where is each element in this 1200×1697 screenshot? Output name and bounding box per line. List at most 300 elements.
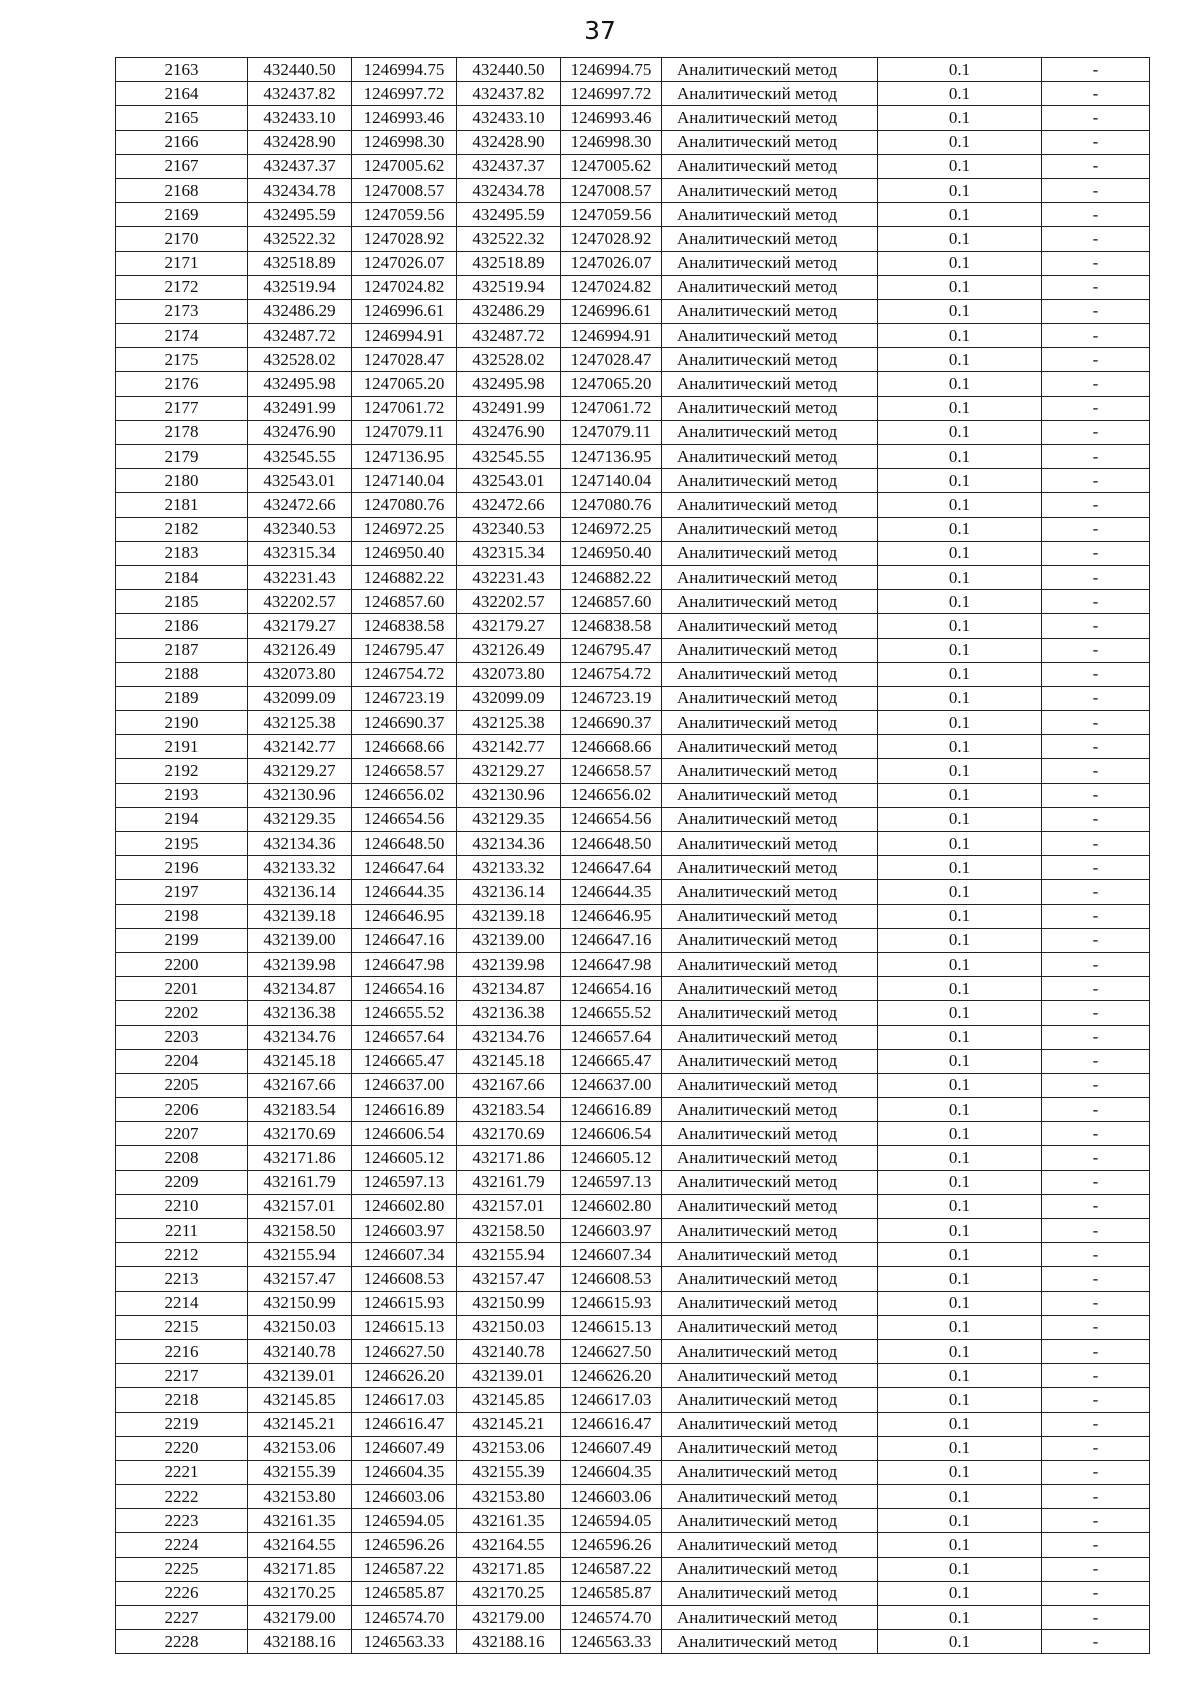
x-coordinate-cell: 432437.82 — [457, 82, 561, 106]
x-coordinate-cell: 432161.35 — [457, 1509, 561, 1533]
point-number-cell: 2205 — [116, 1073, 248, 1097]
accuracy-cell: 0.1 — [878, 1315, 1042, 1339]
x-coordinate-cell: 432073.80 — [457, 662, 561, 686]
table-row — [116, 904, 1150, 928]
x-coordinate-cell: 432476.90 — [248, 420, 352, 444]
x-coordinate-cell: 432170.25 — [457, 1581, 561, 1605]
x-coordinate-cell: 432134.76 — [457, 1025, 561, 1049]
y-coordinate-cell: 1246857.60 — [561, 590, 662, 614]
x-coordinate-cell: 432440.50 — [457, 58, 561, 82]
y-coordinate-cell: 1246882.22 — [352, 565, 457, 589]
x-coordinate-cell: 432145.18 — [248, 1049, 352, 1073]
point-number-cell: 2223 — [116, 1509, 248, 1533]
point-number-cell: 2178 — [116, 420, 248, 444]
table-row — [116, 227, 1150, 251]
method-cell: Аналитический метод — [662, 1219, 878, 1243]
x-coordinate-cell: 432433.10 — [457, 106, 561, 130]
method-cell: Аналитический метод — [662, 1194, 878, 1218]
point-number-cell: 2171 — [116, 251, 248, 275]
y-coordinate-cell: 1246668.66 — [352, 735, 457, 759]
method-cell: Аналитический метод — [662, 227, 878, 251]
table-row — [116, 1509, 1150, 1533]
y-coordinate-cell: 1246647.16 — [561, 928, 662, 952]
point-number-cell: 2220 — [116, 1436, 248, 1460]
x-coordinate-cell: 432164.55 — [457, 1533, 561, 1557]
y-coordinate-cell: 1246585.87 — [561, 1581, 662, 1605]
accuracy-cell: 0.1 — [878, 952, 1042, 976]
y-coordinate-cell: 1246950.40 — [561, 541, 662, 565]
x-coordinate-cell: 432183.54 — [248, 1098, 352, 1122]
method-cell: Аналитический метод — [662, 1243, 878, 1267]
note-cell: - — [1042, 1001, 1150, 1025]
x-coordinate-cell: 432528.02 — [248, 348, 352, 372]
accuracy-cell: 0.1 — [878, 1170, 1042, 1194]
x-coordinate-cell: 432179.27 — [248, 614, 352, 638]
x-coordinate-cell: 432139.01 — [248, 1364, 352, 1388]
table-row — [116, 1436, 1150, 1460]
x-coordinate-cell: 432486.29 — [248, 299, 352, 323]
y-coordinate-cell: 1246994.75 — [352, 58, 457, 82]
x-coordinate-cell: 432158.50 — [248, 1219, 352, 1243]
accuracy-cell: 0.1 — [878, 1001, 1042, 1025]
y-coordinate-cell: 1247059.56 — [561, 203, 662, 227]
y-coordinate-cell: 1246657.64 — [352, 1025, 457, 1049]
y-coordinate-cell: 1247005.62 — [352, 154, 457, 178]
accuracy-cell: 0.1 — [878, 1436, 1042, 1460]
table-row — [116, 1146, 1150, 1170]
note-cell: - — [1042, 251, 1150, 275]
y-coordinate-cell: 1246998.30 — [352, 130, 457, 154]
x-coordinate-cell: 432340.53 — [248, 517, 352, 541]
x-coordinate-cell: 432139.98 — [457, 952, 561, 976]
x-coordinate-cell: 432545.55 — [457, 445, 561, 469]
accuracy-cell: 0.1 — [878, 1485, 1042, 1509]
method-cell: Аналитический метод — [662, 372, 878, 396]
y-coordinate-cell: 1246607.49 — [352, 1436, 457, 1460]
note-cell: - — [1042, 638, 1150, 662]
y-coordinate-cell: 1246602.80 — [561, 1194, 662, 1218]
note-cell: - — [1042, 82, 1150, 106]
table-row — [116, 58, 1150, 82]
table-row — [116, 1291, 1150, 1315]
y-coordinate-cell: 1246637.00 — [352, 1073, 457, 1097]
coordinates-table — [115, 57, 1150, 1654]
method-cell: Аналитический метод — [662, 203, 878, 227]
accuracy-cell: 0.1 — [878, 904, 1042, 928]
method-cell: Аналитический метод — [662, 1557, 878, 1581]
note-cell: - — [1042, 517, 1150, 541]
note-cell: - — [1042, 541, 1150, 565]
table-row — [116, 614, 1150, 638]
y-coordinate-cell: 1246626.20 — [561, 1364, 662, 1388]
accuracy-cell: 0.1 — [878, 1364, 1042, 1388]
accuracy-cell: 0.1 — [878, 82, 1042, 106]
accuracy-cell: 0.1 — [878, 251, 1042, 275]
table-row — [116, 178, 1150, 202]
y-coordinate-cell: 1246587.22 — [561, 1557, 662, 1581]
point-number-cell: 2202 — [116, 1001, 248, 1025]
note-cell: - — [1042, 1436, 1150, 1460]
table-row — [116, 1001, 1150, 1025]
x-coordinate-cell: 432145.85 — [457, 1388, 561, 1412]
note-cell: - — [1042, 324, 1150, 348]
accuracy-cell: 0.1 — [878, 1533, 1042, 1557]
method-cell: Аналитический метод — [662, 832, 878, 856]
accuracy-cell: 0.1 — [878, 1219, 1042, 1243]
x-coordinate-cell: 432161.79 — [248, 1170, 352, 1194]
y-coordinate-cell: 1247024.82 — [561, 275, 662, 299]
x-coordinate-cell: 432495.59 — [457, 203, 561, 227]
y-coordinate-cell: 1247140.04 — [352, 469, 457, 493]
table-row — [116, 1606, 1150, 1630]
method-cell: Аналитический метод — [662, 1267, 878, 1291]
y-coordinate-cell: 1246655.52 — [352, 1001, 457, 1025]
accuracy-cell: 0.1 — [878, 565, 1042, 589]
method-cell: Аналитический метод — [662, 178, 878, 202]
accuracy-cell: 0.1 — [878, 928, 1042, 952]
y-coordinate-cell: 1247026.07 — [561, 251, 662, 275]
point-number-cell: 2184 — [116, 565, 248, 589]
table-row — [116, 493, 1150, 517]
method-cell: Аналитический метод — [662, 541, 878, 565]
x-coordinate-cell: 432315.34 — [457, 541, 561, 565]
note-cell: - — [1042, 1557, 1150, 1581]
y-coordinate-cell: 1246602.80 — [352, 1194, 457, 1218]
table-row — [116, 1364, 1150, 1388]
point-number-cell: 2186 — [116, 614, 248, 638]
method-cell: Аналитический метод — [662, 1364, 878, 1388]
point-number-cell: 2174 — [116, 324, 248, 348]
y-coordinate-cell: 1246656.02 — [352, 783, 457, 807]
x-coordinate-cell: 432202.57 — [248, 590, 352, 614]
method-cell: Аналитический метод — [662, 299, 878, 323]
y-coordinate-cell: 1246585.87 — [352, 1581, 457, 1605]
y-coordinate-cell: 1246690.37 — [352, 711, 457, 735]
accuracy-cell: 0.1 — [878, 759, 1042, 783]
x-coordinate-cell: 432150.03 — [248, 1315, 352, 1339]
method-cell: Аналитический метод — [662, 1606, 878, 1630]
point-number-cell: 2218 — [116, 1388, 248, 1412]
table-row — [116, 832, 1150, 856]
note-cell: - — [1042, 420, 1150, 444]
method-cell: Аналитический метод — [662, 590, 878, 614]
point-number-cell: 2200 — [116, 952, 248, 976]
x-coordinate-cell: 432164.55 — [248, 1533, 352, 1557]
accuracy-cell: 0.1 — [878, 783, 1042, 807]
accuracy-cell: 0.1 — [878, 1267, 1042, 1291]
table-row — [116, 590, 1150, 614]
note-cell: - — [1042, 928, 1150, 952]
note-cell: - — [1042, 1485, 1150, 1509]
accuracy-cell: 0.1 — [878, 493, 1042, 517]
note-cell: - — [1042, 856, 1150, 880]
method-cell: Аналитический метод — [662, 1025, 878, 1049]
y-coordinate-cell: 1246723.19 — [352, 686, 457, 710]
x-coordinate-cell: 432139.00 — [248, 928, 352, 952]
x-coordinate-cell: 432519.94 — [248, 275, 352, 299]
y-coordinate-cell: 1246647.98 — [352, 952, 457, 976]
x-coordinate-cell: 432145.21 — [457, 1412, 561, 1436]
note-cell: - — [1042, 735, 1150, 759]
y-coordinate-cell: 1246795.47 — [352, 638, 457, 662]
x-coordinate-cell: 432136.14 — [457, 880, 561, 904]
y-coordinate-cell: 1247080.76 — [352, 493, 457, 517]
note-cell: - — [1042, 1339, 1150, 1363]
accuracy-cell: 0.1 — [878, 1557, 1042, 1581]
y-coordinate-cell: 1246647.16 — [352, 928, 457, 952]
point-number-cell: 2181 — [116, 493, 248, 517]
y-coordinate-cell: 1246616.89 — [561, 1098, 662, 1122]
y-coordinate-cell: 1246972.25 — [352, 517, 457, 541]
accuracy-cell: 0.1 — [878, 396, 1042, 420]
note-cell: - — [1042, 880, 1150, 904]
method-cell: Аналитический метод — [662, 106, 878, 130]
y-coordinate-cell: 1246950.40 — [352, 541, 457, 565]
y-coordinate-cell: 1247136.95 — [561, 445, 662, 469]
accuracy-cell: 0.1 — [878, 1630, 1042, 1654]
y-coordinate-cell: 1247005.62 — [561, 154, 662, 178]
method-cell: Аналитический метод — [662, 1630, 878, 1654]
table-row — [116, 807, 1150, 831]
y-coordinate-cell: 1246616.89 — [352, 1098, 457, 1122]
y-coordinate-cell: 1246616.47 — [352, 1412, 457, 1436]
accuracy-cell: 0.1 — [878, 1049, 1042, 1073]
x-coordinate-cell: 432099.09 — [457, 686, 561, 710]
x-coordinate-cell: 432472.66 — [457, 493, 561, 517]
accuracy-cell: 0.1 — [878, 638, 1042, 662]
x-coordinate-cell: 432158.50 — [457, 1219, 561, 1243]
y-coordinate-cell: 1246563.33 — [561, 1630, 662, 1654]
x-coordinate-cell: 432129.27 — [248, 759, 352, 783]
method-cell: Аналитический метод — [662, 130, 878, 154]
note-cell: - — [1042, 783, 1150, 807]
method-cell: Аналитический метод — [662, 977, 878, 1001]
method-cell: Аналитический метод — [662, 856, 878, 880]
table-row — [116, 1412, 1150, 1436]
x-coordinate-cell: 432170.69 — [248, 1122, 352, 1146]
table-row — [116, 106, 1150, 130]
method-cell: Аналитический метод — [662, 662, 878, 686]
point-number-cell: 2210 — [116, 1194, 248, 1218]
point-number-cell: 2217 — [116, 1364, 248, 1388]
y-coordinate-cell: 1246608.53 — [352, 1267, 457, 1291]
point-number-cell: 2188 — [116, 662, 248, 686]
x-coordinate-cell: 432161.79 — [457, 1170, 561, 1194]
note-cell: - — [1042, 807, 1150, 831]
accuracy-cell: 0.1 — [878, 1412, 1042, 1436]
note-cell: - — [1042, 396, 1150, 420]
y-coordinate-cell: 1246605.12 — [561, 1146, 662, 1170]
x-coordinate-cell: 432153.06 — [457, 1436, 561, 1460]
y-coordinate-cell: 1247059.56 — [352, 203, 457, 227]
y-coordinate-cell: 1246668.66 — [561, 735, 662, 759]
table-row — [116, 1267, 1150, 1291]
y-coordinate-cell: 1246603.97 — [352, 1219, 457, 1243]
accuracy-cell: 0.1 — [878, 517, 1042, 541]
point-number-cell: 2190 — [116, 711, 248, 735]
method-cell: Аналитический метод — [662, 711, 878, 735]
table-row — [116, 1315, 1150, 1339]
x-coordinate-cell: 432136.38 — [457, 1001, 561, 1025]
y-coordinate-cell: 1246603.06 — [352, 1485, 457, 1509]
method-cell: Аналитический метод — [662, 1460, 878, 1484]
y-coordinate-cell: 1247140.04 — [561, 469, 662, 493]
y-coordinate-cell: 1246603.97 — [561, 1219, 662, 1243]
y-coordinate-cell: 1246627.50 — [561, 1339, 662, 1363]
point-number-cell: 2180 — [116, 469, 248, 493]
x-coordinate-cell: 432161.35 — [248, 1509, 352, 1533]
y-coordinate-cell: 1246637.00 — [561, 1073, 662, 1097]
table-row — [116, 1170, 1150, 1194]
y-coordinate-cell: 1246647.64 — [352, 856, 457, 880]
y-coordinate-cell: 1246665.47 — [561, 1049, 662, 1073]
x-coordinate-cell: 432543.01 — [457, 469, 561, 493]
accuracy-cell: 0.1 — [878, 1460, 1042, 1484]
x-coordinate-cell: 432153.80 — [248, 1485, 352, 1509]
note-cell: - — [1042, 299, 1150, 323]
accuracy-cell: 0.1 — [878, 662, 1042, 686]
table-row — [116, 1025, 1150, 1049]
note-cell: - — [1042, 178, 1150, 202]
x-coordinate-cell: 432157.01 — [248, 1194, 352, 1218]
table-row — [116, 952, 1150, 976]
accuracy-cell: 0.1 — [878, 735, 1042, 759]
point-number-cell: 2219 — [116, 1412, 248, 1436]
note-cell: - — [1042, 1509, 1150, 1533]
note-cell: - — [1042, 445, 1150, 469]
y-coordinate-cell: 1247008.57 — [561, 178, 662, 202]
x-coordinate-cell: 432315.34 — [248, 541, 352, 565]
y-coordinate-cell: 1246656.02 — [561, 783, 662, 807]
method-cell: Аналитический метод — [662, 1339, 878, 1363]
point-number-cell: 2179 — [116, 445, 248, 469]
method-cell: Аналитический метод — [662, 1098, 878, 1122]
x-coordinate-cell: 432495.98 — [248, 372, 352, 396]
y-coordinate-cell: 1246596.26 — [352, 1533, 457, 1557]
x-coordinate-cell: 432099.09 — [248, 686, 352, 710]
point-number-cell: 2213 — [116, 1267, 248, 1291]
table-row — [116, 711, 1150, 735]
y-coordinate-cell: 1246993.46 — [352, 106, 457, 130]
accuracy-cell: 0.1 — [878, 1581, 1042, 1605]
x-coordinate-cell: 432136.14 — [248, 880, 352, 904]
x-coordinate-cell: 432145.18 — [457, 1049, 561, 1073]
table-row — [116, 735, 1150, 759]
method-cell: Аналитический метод — [662, 1170, 878, 1194]
x-coordinate-cell: 432130.96 — [248, 783, 352, 807]
y-coordinate-cell: 1246594.05 — [561, 1509, 662, 1533]
note-cell: - — [1042, 904, 1150, 928]
accuracy-cell: 0.1 — [878, 1243, 1042, 1267]
table-row — [116, 396, 1150, 420]
point-number-cell: 2191 — [116, 735, 248, 759]
table-row — [116, 928, 1150, 952]
method-cell: Аналитический метод — [662, 1049, 878, 1073]
x-coordinate-cell: 432153.06 — [248, 1436, 352, 1460]
method-cell: Аналитический метод — [662, 1291, 878, 1315]
method-cell: Аналитический метод — [662, 928, 878, 952]
note-cell: - — [1042, 1073, 1150, 1097]
y-coordinate-cell: 1246563.33 — [352, 1630, 457, 1654]
x-coordinate-cell: 432133.32 — [248, 856, 352, 880]
table-row — [116, 420, 1150, 444]
point-number-cell: 2221 — [116, 1460, 248, 1484]
x-coordinate-cell: 432155.94 — [457, 1243, 561, 1267]
y-coordinate-cell: 1246646.95 — [352, 904, 457, 928]
y-coordinate-cell: 1246644.35 — [561, 880, 662, 904]
point-number-cell: 2175 — [116, 348, 248, 372]
accuracy-cell: 0.1 — [878, 686, 1042, 710]
method-cell: Аналитический метод — [662, 1315, 878, 1339]
point-number-cell: 2192 — [116, 759, 248, 783]
x-coordinate-cell: 432139.18 — [457, 904, 561, 928]
point-number-cell: 2224 — [116, 1533, 248, 1557]
y-coordinate-cell: 1246654.56 — [561, 807, 662, 831]
y-coordinate-cell: 1246690.37 — [561, 711, 662, 735]
x-coordinate-cell: 432142.77 — [457, 735, 561, 759]
method-cell: Аналитический метод — [662, 251, 878, 275]
point-number-cell: 2164 — [116, 82, 248, 106]
accuracy-cell: 0.1 — [878, 1146, 1042, 1170]
x-coordinate-cell: 432188.16 — [248, 1630, 352, 1654]
point-number-cell: 2222 — [116, 1485, 248, 1509]
point-number-cell: 2204 — [116, 1049, 248, 1073]
method-cell: Аналитический метод — [662, 638, 878, 662]
y-coordinate-cell: 1247065.20 — [352, 372, 457, 396]
note-cell: - — [1042, 275, 1150, 299]
note-cell: - — [1042, 1049, 1150, 1073]
x-coordinate-cell: 432170.25 — [248, 1581, 352, 1605]
table-row — [116, 324, 1150, 348]
accuracy-cell: 0.1 — [878, 227, 1042, 251]
x-coordinate-cell: 432476.90 — [457, 420, 561, 444]
note-cell: - — [1042, 686, 1150, 710]
y-coordinate-cell: 1246996.61 — [561, 299, 662, 323]
y-coordinate-cell: 1247028.47 — [352, 348, 457, 372]
note-cell: - — [1042, 203, 1150, 227]
note-cell: - — [1042, 614, 1150, 638]
y-coordinate-cell: 1247079.11 — [561, 420, 662, 444]
table-row — [116, 1460, 1150, 1484]
method-cell: Аналитический метод — [662, 735, 878, 759]
accuracy-cell: 0.1 — [878, 1194, 1042, 1218]
point-number-cell: 2211 — [116, 1219, 248, 1243]
y-coordinate-cell: 1246647.64 — [561, 856, 662, 880]
y-coordinate-cell: 1246993.46 — [561, 106, 662, 130]
x-coordinate-cell: 432155.39 — [248, 1460, 352, 1484]
y-coordinate-cell: 1247026.07 — [352, 251, 457, 275]
note-cell: - — [1042, 952, 1150, 976]
table-row — [116, 880, 1150, 904]
y-coordinate-cell: 1246754.72 — [352, 662, 457, 686]
x-coordinate-cell: 432167.66 — [248, 1073, 352, 1097]
x-coordinate-cell: 432157.01 — [457, 1194, 561, 1218]
y-coordinate-cell: 1247061.72 — [352, 396, 457, 420]
x-coordinate-cell: 432157.47 — [248, 1267, 352, 1291]
y-coordinate-cell: 1246607.34 — [561, 1243, 662, 1267]
note-cell: - — [1042, 227, 1150, 251]
table-row — [116, 299, 1150, 323]
y-coordinate-cell: 1246754.72 — [561, 662, 662, 686]
note-cell: - — [1042, 1533, 1150, 1557]
accuracy-cell: 0.1 — [878, 130, 1042, 154]
y-coordinate-cell: 1246617.03 — [561, 1388, 662, 1412]
x-coordinate-cell: 432126.49 — [248, 638, 352, 662]
y-coordinate-cell: 1247028.92 — [352, 227, 457, 251]
note-cell: - — [1042, 1364, 1150, 1388]
x-coordinate-cell: 432136.38 — [248, 1001, 352, 1025]
point-number-cell: 2182 — [116, 517, 248, 541]
